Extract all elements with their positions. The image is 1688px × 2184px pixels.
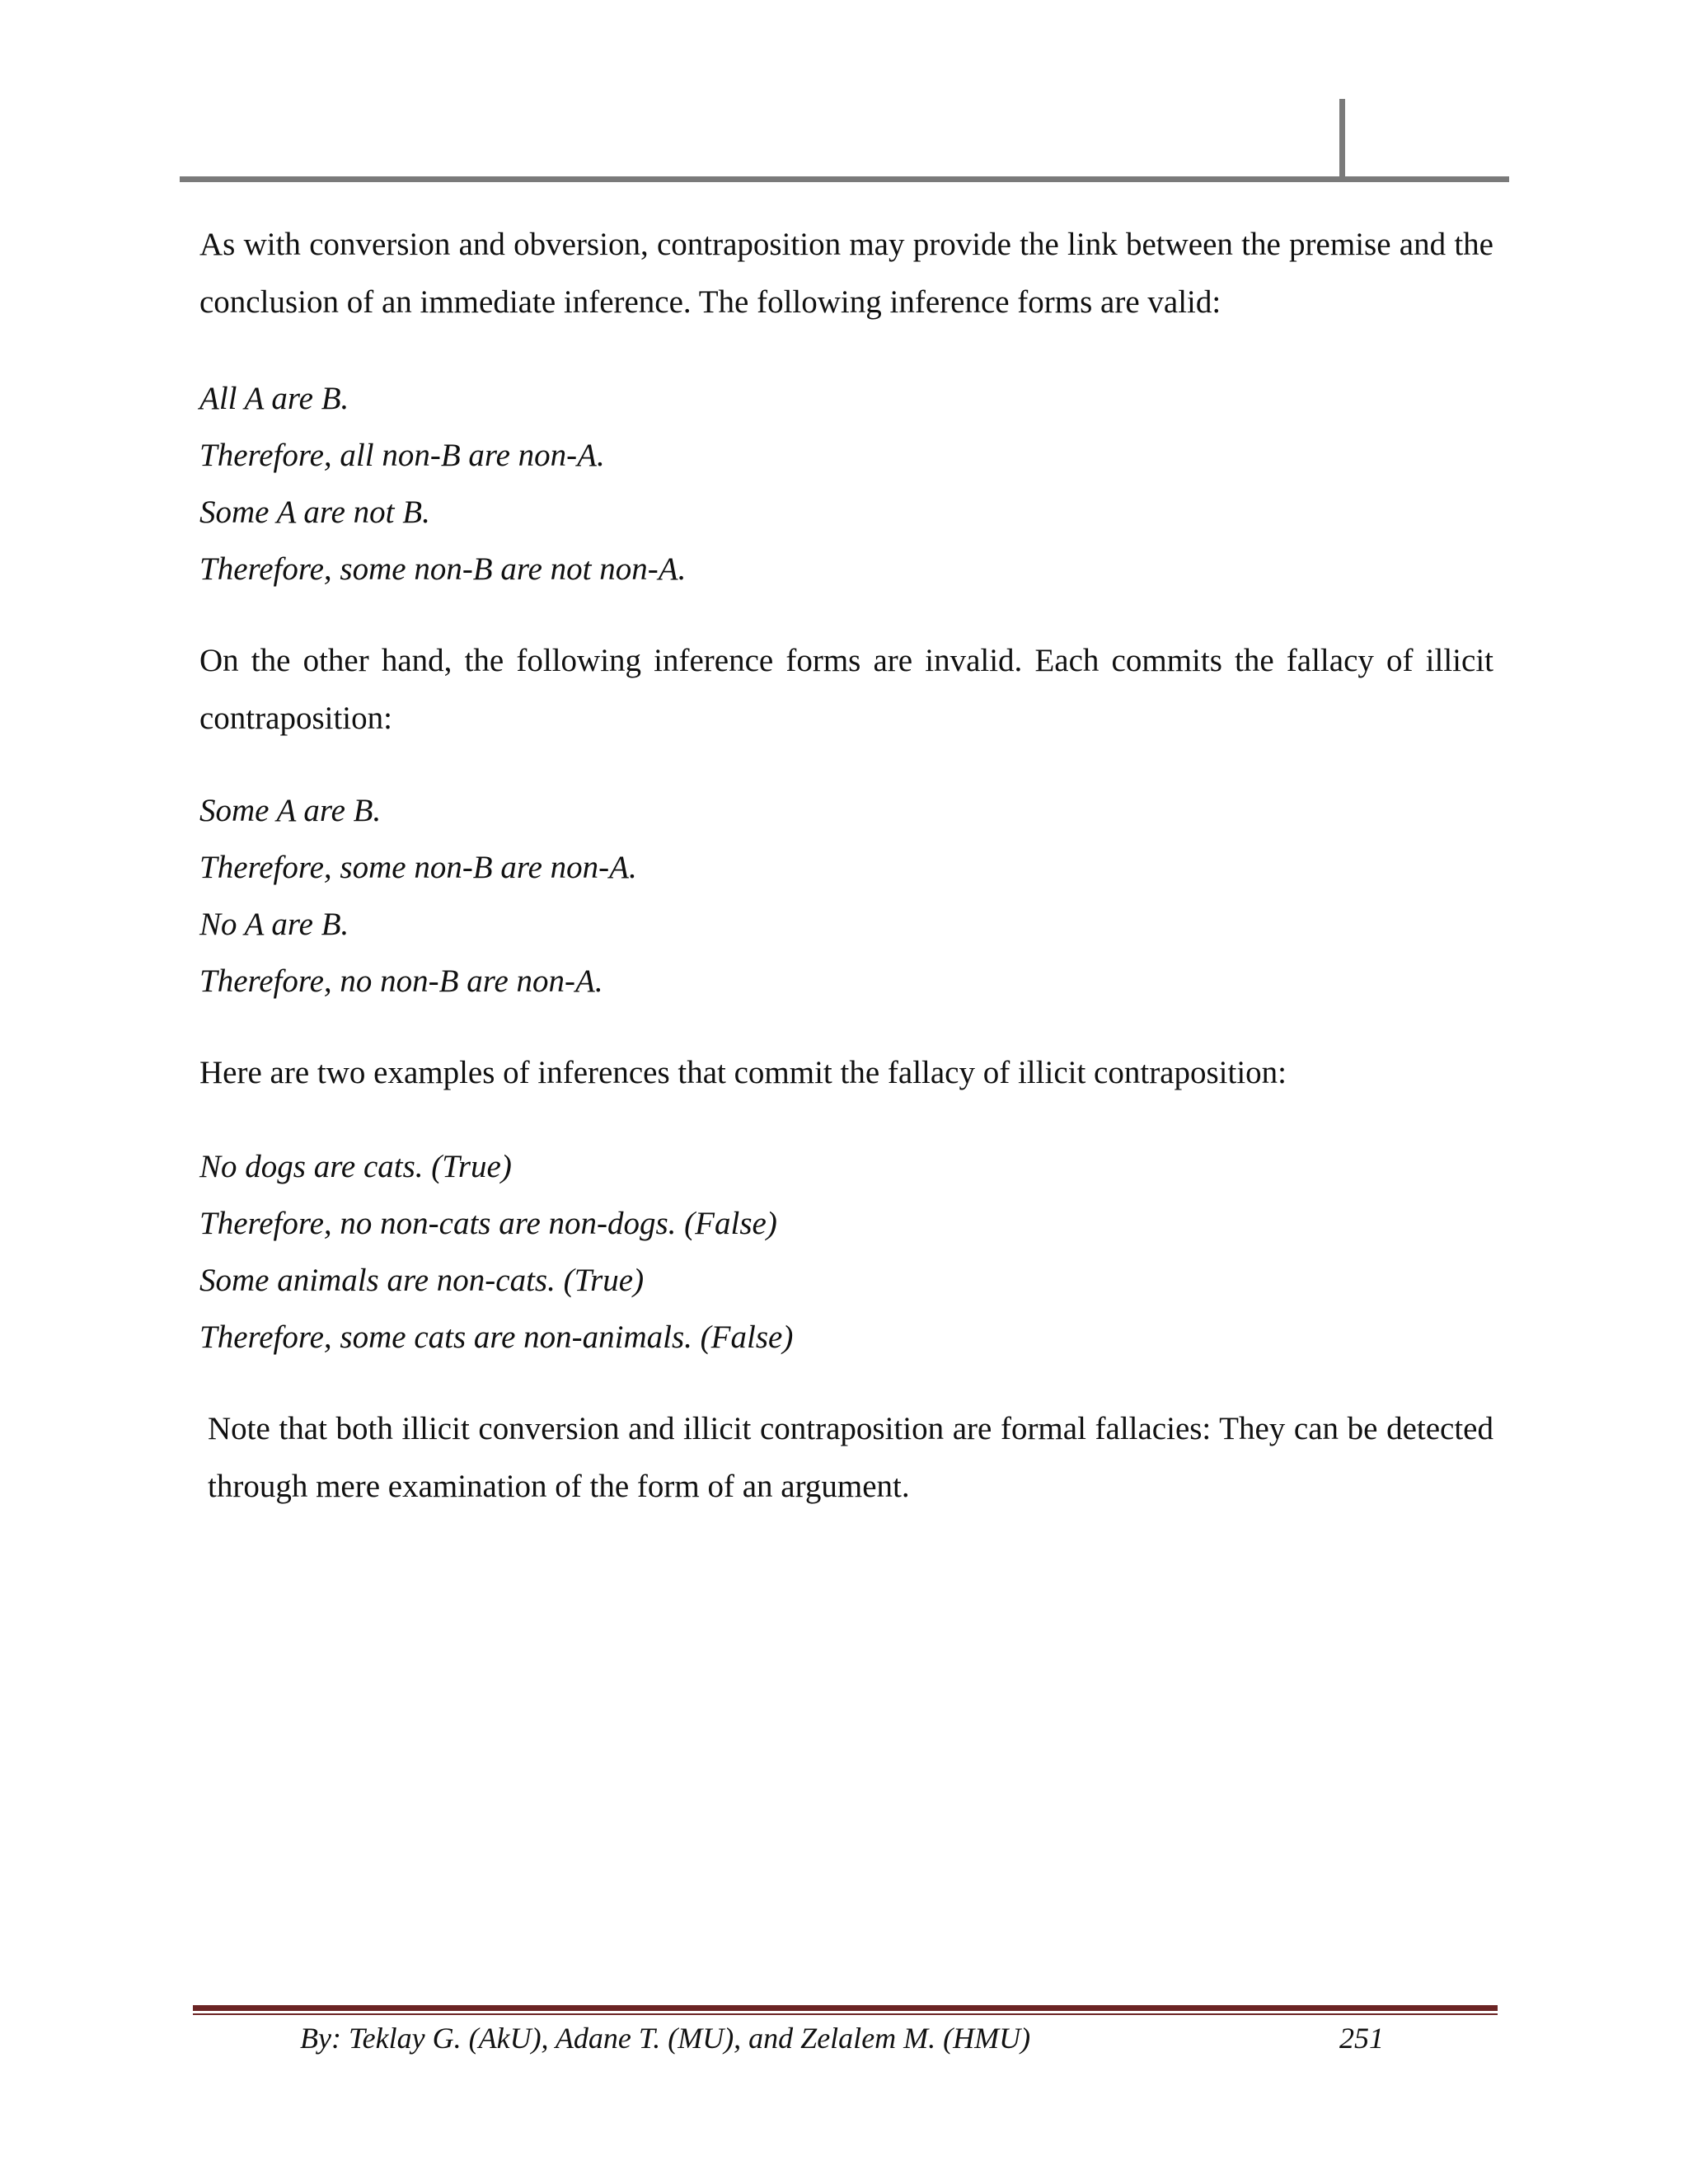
footer-rule-thin [193,2013,1498,2015]
invalid-form-line: Therefore, some non-B are non-A. [199,850,637,885]
valid-form-line: Therefore, some non-B are not non-A. [199,551,687,587]
valid-forms-list [199,370,1493,598]
example-line: Some animals are non-cats. (True) [199,1263,645,1298]
example-line: No dogs are cats. (True) [199,1149,512,1184]
valid-form-line: Therefore, all non-B are non-A. [199,438,605,473]
valid-form-line: All A are B. [199,381,349,416]
example-line: Therefore, no non-cats are non-dogs. (False) [199,1206,777,1241]
example-line: Therefore, some cats are non-animals. (False) [199,1319,794,1355]
footer-rule [193,2005,1498,2011]
invalid-forms-list [199,782,1493,1010]
paragraph-intro: As with conversion and obversion, contraposition may provide the link between the premise and the conclusion of an immediate inference. The following inference forms are valid: [199,227,1493,320]
invalid-form-line: Therefore, no non-B are non-A. [199,963,603,999]
paragraph-examples: Here are two examples of inferences that commit the fallacy of illicit contraposition: [199,1055,1287,1090]
invalid-form-line: No A are B. [199,907,349,942]
footer-authors: By: Teklay G. (AkU), Adane T. (MU), and Zelalem M. (HMU) [300,2022,1031,2055]
paragraph-invalid: On the other hand, the following inference forms are invalid. Each commits the fallacy of illicit contraposition: [199,643,1493,736]
valid-form-line: Some A are not B. [199,494,430,530]
page-body [199,216,1493,1516]
page-number: 251 [1339,2022,1384,2055]
header-tick [1339,99,1345,179]
header-rule [180,176,1509,182]
invalid-form-line: Some A are B. [199,793,382,828]
examples-list [199,1138,1493,1366]
paragraph-note: Note that both illicit conversion and illicit contraposition are formal fallacies: They can be detected through mere examination of the form of an argument. [208,1411,1493,1504]
